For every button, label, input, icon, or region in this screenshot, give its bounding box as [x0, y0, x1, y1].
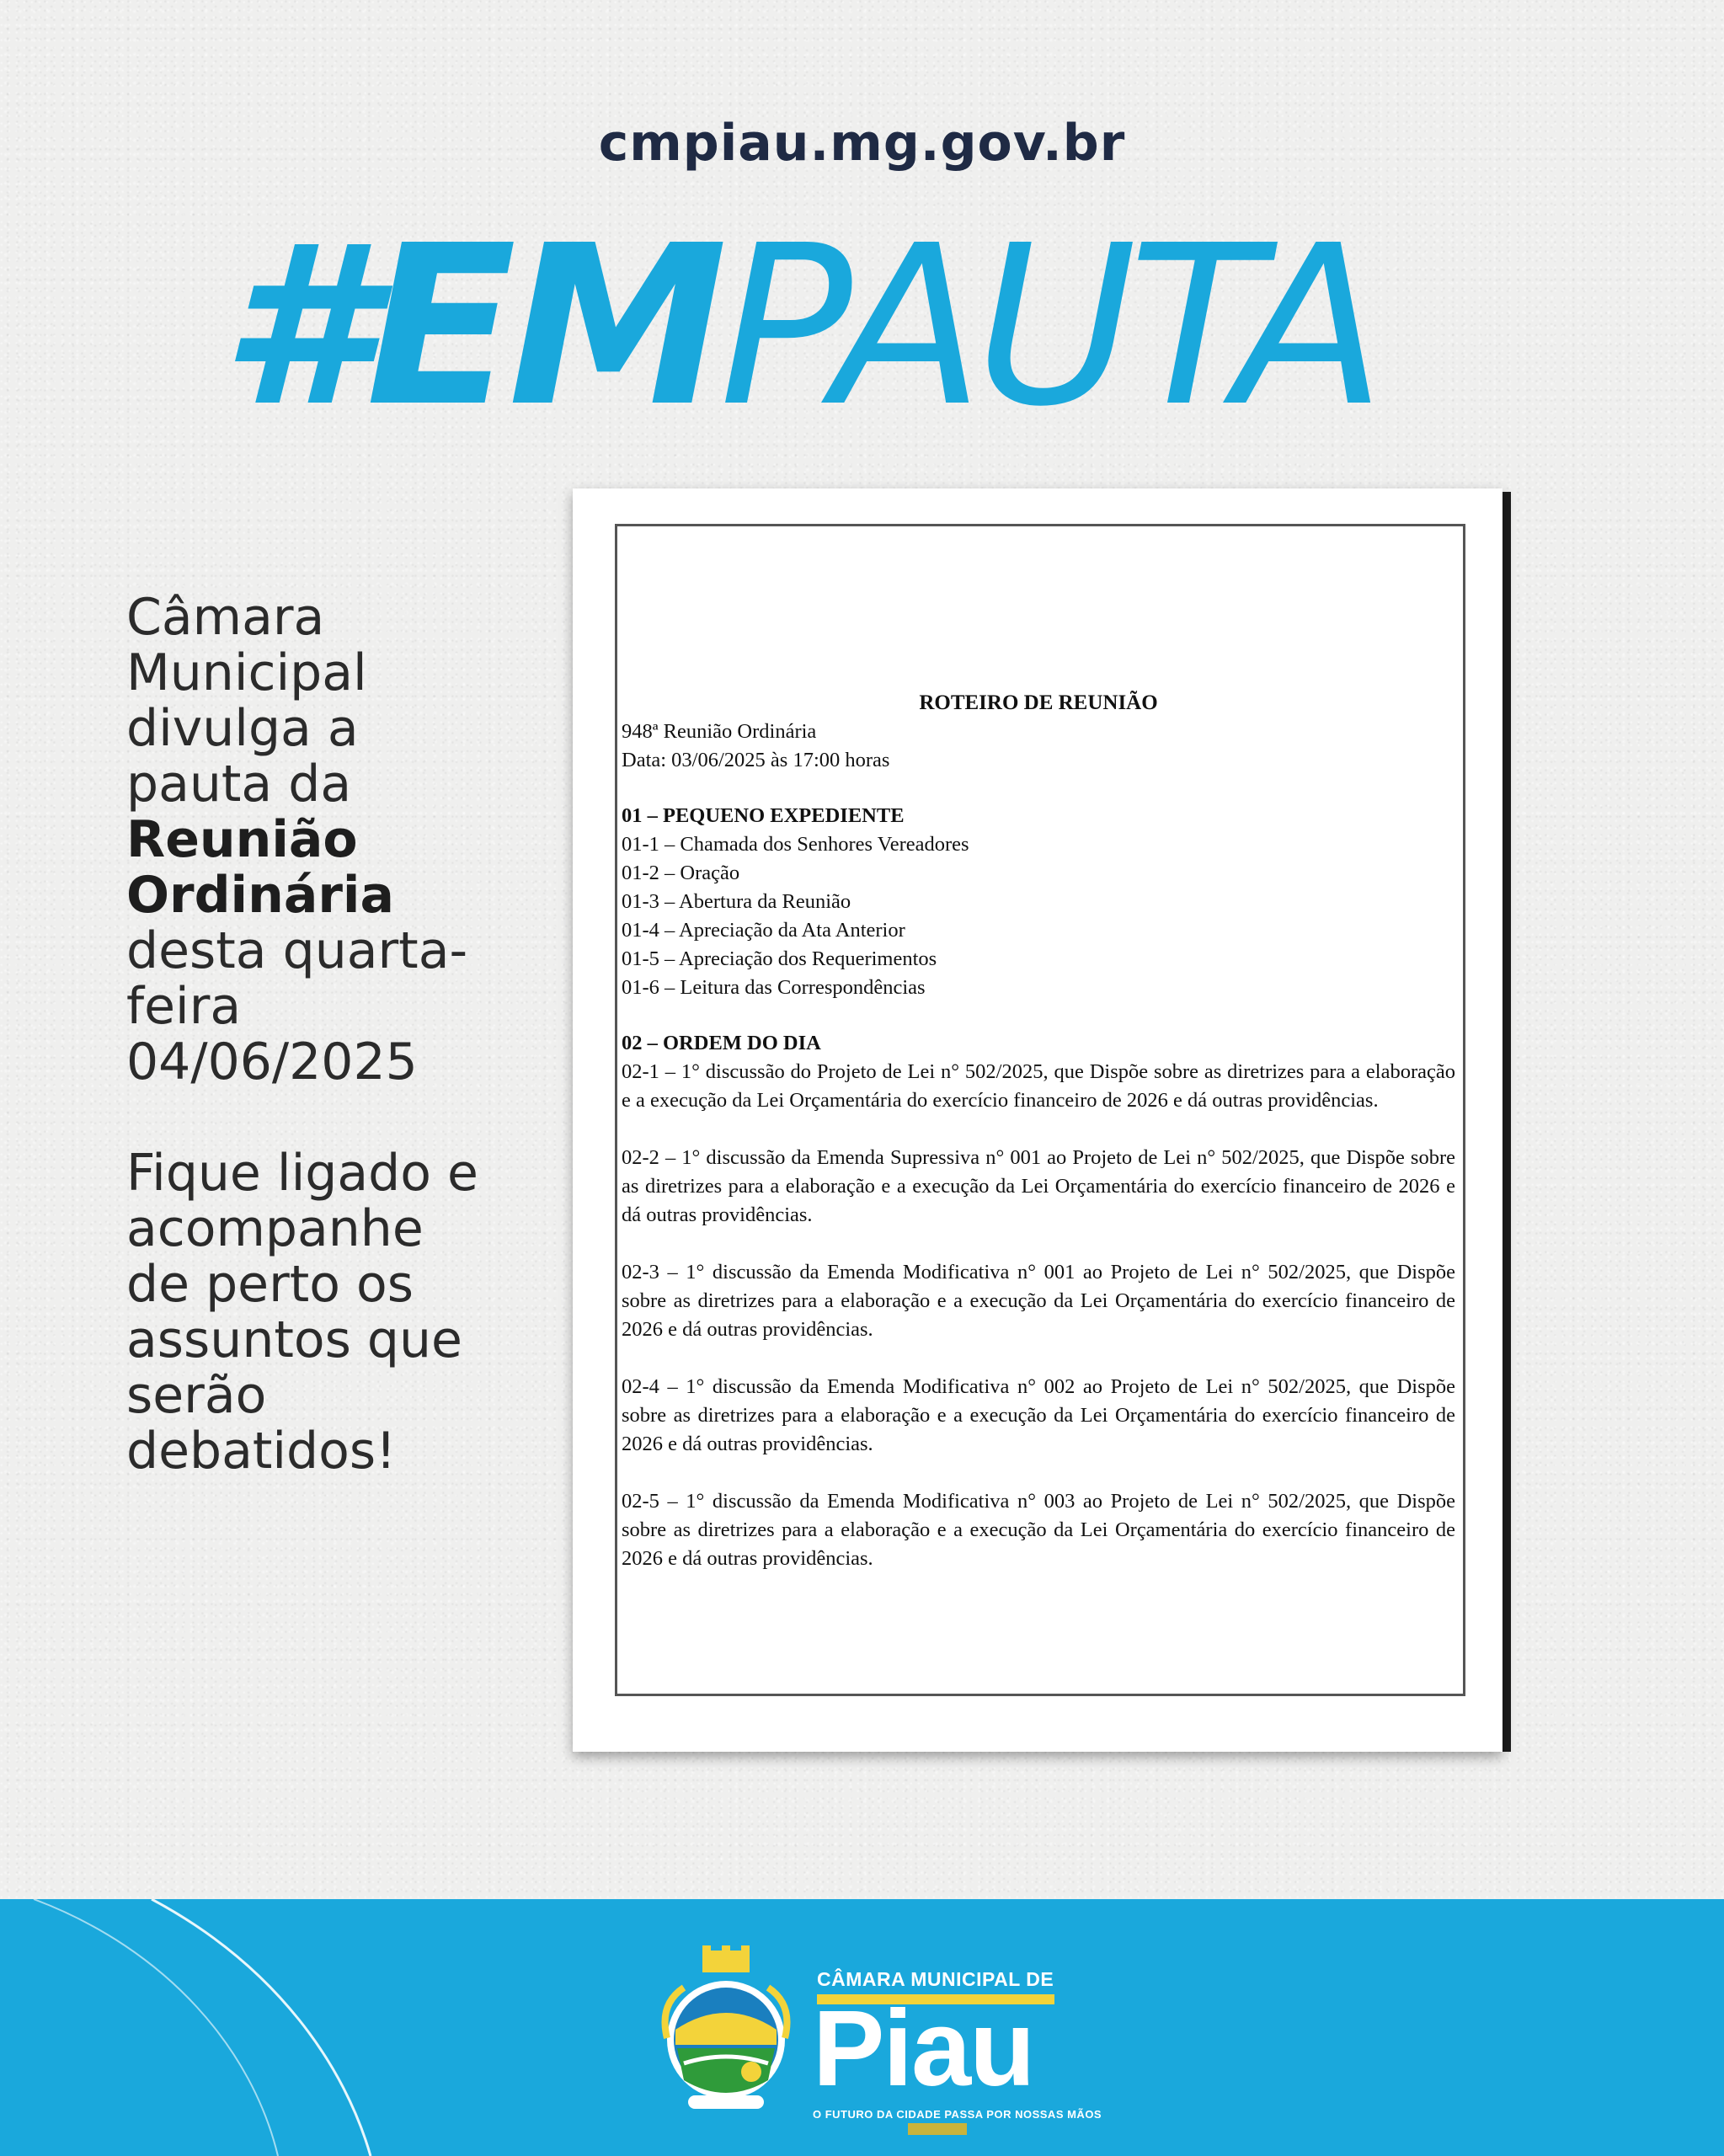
cta-line: de perto os	[126, 1255, 414, 1314]
announcement-date: 04/06/2025	[126, 1033, 418, 1091]
hashtag-title	[221, 198, 1417, 455]
announcement-bold: Ordinária	[126, 866, 394, 925]
brand-name: Piau	[813, 1988, 1034, 2109]
agenda-paragraph: 02-4 – 1° discussão da Emenda Modificativa n° 002 ao Projeto de Lei n° 502/2025, que Dispõe sobre as diretrizes para a elaboração e a execução da Lei Orçamentária do exercício financeiro de 2026 e dá outras providências.	[622, 1375, 1455, 1455]
spacer	[126, 1090, 547, 1145]
announcement-line: desta quarta-	[126, 921, 468, 980]
announcement-line	[126, 867, 547, 923]
footer-band	[0, 1899, 1724, 2156]
announcement-line: feira	[126, 977, 242, 1036]
agenda-item: 01-6 – Leitura das Correspondências	[622, 976, 926, 999]
document-body	[622, 689, 1455, 1573]
agenda-paragraph: 02-1 – 1° discussão do Projeto de Lei n° 502/2025, que Dispõe sobre as diretrizes para a elaboração e a execução da Lei Orçamentária do exercício financeiro de 2026 e dá outras providências.	[622, 1060, 1455, 1112]
announcement-line: Municipal	[126, 643, 367, 702]
meeting-number: 948ª Reunião Ordinária	[622, 720, 817, 743]
website-url[interactable]: cmpiau.mg.gov.br	[598, 114, 1126, 173]
announcement-line	[126, 812, 547, 867]
municipal-coat-of-arms-icon	[650, 1945, 802, 2114]
agenda-item: 01-4 – Apreciação da Ata Anterior	[622, 919, 905, 942]
cta-line: acompanhe	[126, 1199, 424, 1258]
announcement-line: divulga a	[126, 699, 359, 758]
brand-tagline: O FUTURO DA CIDADE PASSA POR NOSSAS MÃOS	[813, 2108, 1102, 2121]
cta-line: assuntos que	[126, 1310, 462, 1369]
cta-line: serão	[126, 1366, 267, 1425]
hashtag-pauta: PAUTA	[719, 198, 1378, 455]
agenda-paragraph: 02-5 – 1° discussão da Emenda Modificativa n° 003 ao Projeto de Lei n° 502/2025, que Dispõe sobre as diretrizes para a elaboração e a execução da Lei Orçamentária do exercício financeiro de 2026 e dá outras providências.	[622, 1490, 1455, 1570]
meeting-date: Data: 03/06/2025 às 17:00 horas	[622, 749, 890, 771]
document-title: ROTEIRO DE REUNIÃO	[919, 691, 1158, 714]
section-title: 02 – ORDEM DO DIA	[622, 1032, 821, 1054]
announcement-line: pauta da	[126, 755, 352, 814]
agenda-paragraph: 02-2 – 1° discussão da Emenda Supressiva n° 001 ao Projeto de Lei n° 502/2025, que Dispõe sobre as diretrizes para a elaboração e a execução da Lei Orçamentária do exercício financeiro de 2026 e dá outras providências.	[622, 1146, 1455, 1226]
announcement-line: Câmara	[126, 588, 325, 647]
agenda-item: 01-3 – Abertura da Reunião	[622, 890, 851, 913]
brand-subtitle: CÂMARA MUNICIPAL DE	[817, 1968, 1054, 1990]
agenda-paragraph: 02-3 – 1° discussão da Emenda Modificativa n° 001 ao Projeto de Lei n° 502/2025, que Dispõe sobre as diretrizes para a elaboração e a execução da Lei Orçamentária do exercício financeiro de 2026 e dá outras providências.	[622, 1261, 1455, 1341]
agenda-document	[573, 488, 1502, 1752]
brand-year-badge	[908, 2123, 967, 2135]
agenda-item: 01-2 – Oração	[622, 862, 740, 884]
cta-line: debatidos!	[126, 1422, 397, 1481]
agenda-item: 01-1 – Chamada dos Senhores Vereadores	[622, 833, 969, 856]
decorative-arc	[0, 1899, 421, 2156]
section-title: 01 – PEQUENO EXPEDIENTE	[622, 804, 905, 827]
agenda-item: 01-5 – Apreciação dos Requerimentos	[622, 947, 937, 970]
announcement-bold: Reunião	[126, 810, 358, 869]
announcement-text	[126, 590, 547, 1479]
cta-line: Fique ligado e	[126, 1144, 478, 1203]
hashtag-em: #EM	[221, 198, 719, 455]
